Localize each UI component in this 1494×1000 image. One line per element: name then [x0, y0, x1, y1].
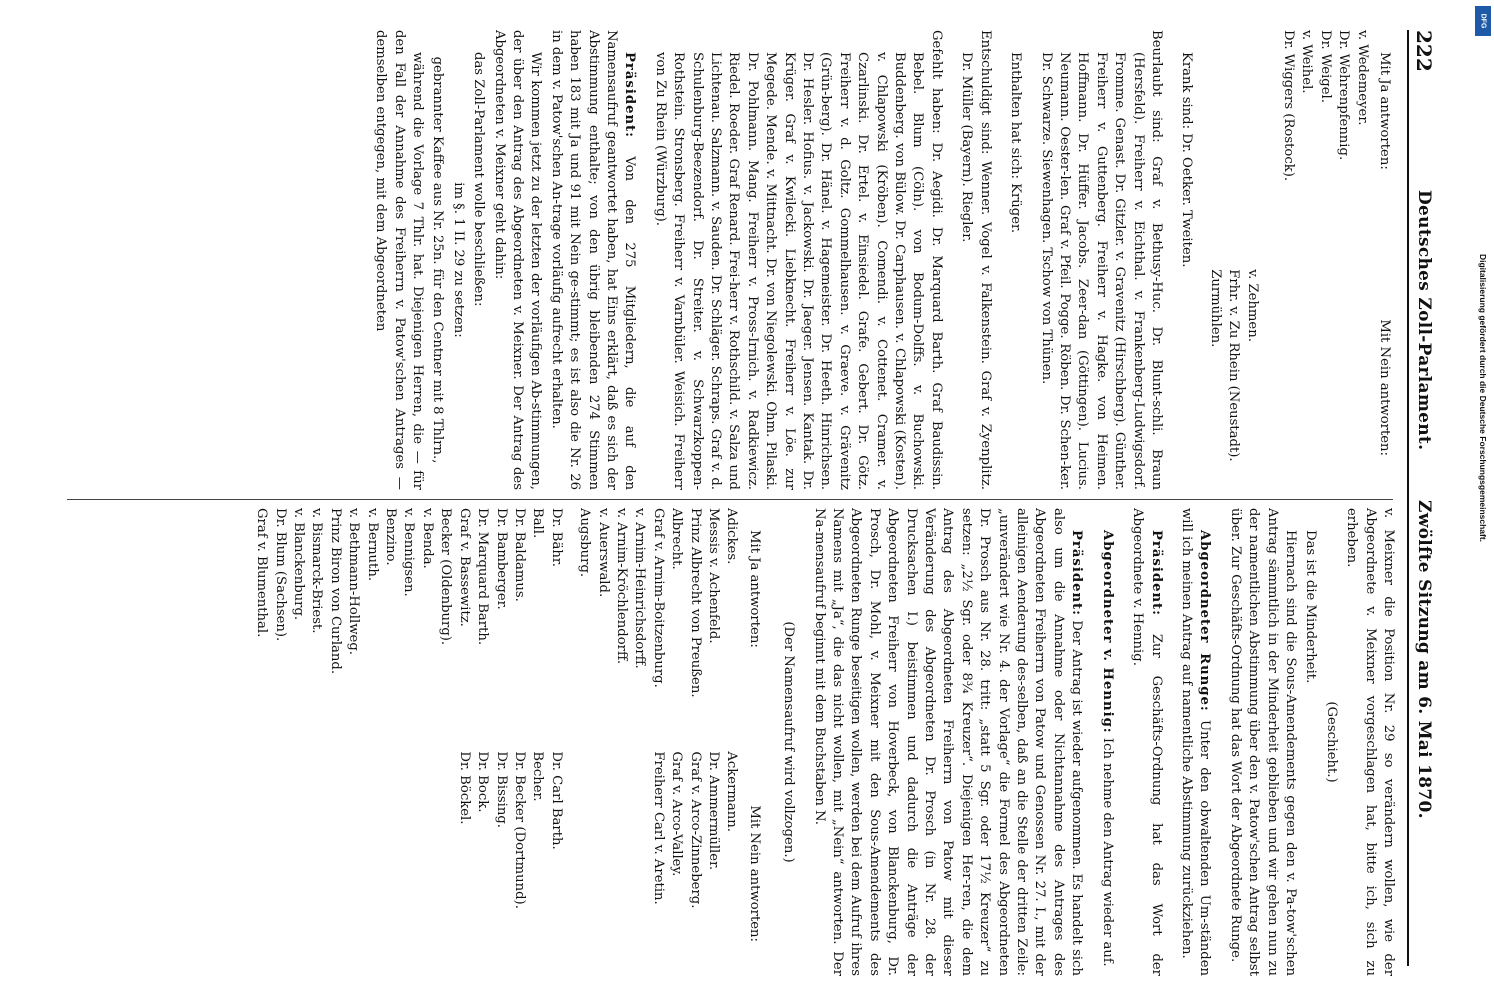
ja-heading: Mit Ja antworten: — [746, 530, 762, 648]
session-title: Zwölfte Sitzung am 6. Mai 1870. — [1414, 500, 1435, 819]
hennig-paragraph — [1097, 508, 1115, 976]
list-item: v. Blanckenburg. — [291, 508, 307, 621]
list-item: Dr. Becker (Dortmund). — [511, 751, 527, 909]
list-item: Graf v. Arco-Valley. — [669, 751, 685, 877]
nein-heading: Mit Nein antworten: — [1377, 319, 1392, 456]
list-item: Dr. Bähr. — [548, 508, 564, 567]
list-item: v. Wedemeyer. — [1354, 30, 1370, 126]
list-item: Graf v. Blumenthal. — [254, 508, 270, 638]
list-item: Dr. Wiggers (Rostock). — [1280, 30, 1296, 182]
ja-heading: Mit Ja antworten: — [1377, 52, 1392, 170]
list-item: Ball. — [530, 508, 546, 539]
runge-paragraph — [1177, 508, 1214, 976]
ja-list — [1205, 30, 1370, 251]
speech-text: Unter den obwaltenden Um-ständen will ich meinen Antrag auf namentliche Abstimmung zurückziehen. — [1178, 508, 1213, 976]
continue-paragraph: Wir kommen jetzt zu der letzten der vorläufigen Ab-stimmungen, der über den Antrag des Abgeordneten v. Meixner. Der Antrag des Abgeordneten v. Meixner geht dahin: — [491, 30, 544, 490]
list-item: Dr. Bissing. — [493, 751, 509, 828]
entschuldigt-paragraph: Entschuldigt sind: Wenner. Vogel v. Falkenstein. Graf v. Zyenplitz. Dr. Müller (Bayern). Riegler. — [959, 30, 993, 490]
speaker-label: Abgeordneter v. Hennig: — [1099, 530, 1115, 734]
enthalten-line: Enthalten hat sich: Krüger. — [1008, 52, 1024, 234]
list-item: Dr. Baldamus. — [511, 508, 527, 602]
list-item: Zurmühlen. — [1207, 269, 1223, 348]
list-item: Dr. Wehrenpfennig. — [1336, 30, 1352, 161]
list-item: Messis v. Achenfeld. — [706, 508, 721, 644]
list-item: Graf v. Arco-Zinneberg. — [687, 751, 703, 909]
list-item: Dr. Carl Barth. — [548, 751, 564, 850]
speaker-label: Präsident: — [1148, 530, 1164, 617]
list-item: Benzino. — [383, 508, 399, 566]
list-item: v. Bismarck-Briest. — [309, 508, 325, 634]
kaffee-line: gebrannter Kaffee aus Nr. 25n. für den Centner mit 8 Thlrn., — [430, 56, 446, 464]
hiernach-paragraph: Hiernach sind die Sous-Amendements gegen den v. Pa-tow'schen Antrag sämmtlich in der Minderheit geblieben und wir gehen nun zu der namentlichen Abstimmung über den v. Patow'schen Antrag selbst über. Zur Geschäfts-Ordnung hat das Wort der Abgeordnete Runge. — [1227, 508, 1298, 976]
gefehlt-paragraph: Gefehlt haben: Dr. Aegidi. Dr. Marquard Barth. Graf Baudissin. Bebel. Blum (Cöln). von Bodum-Dolffs. v. Buchowski. Buddenberg. von Bülow. Dr. Carphausen. v. Chlapowski (Kosten). v. Chlapowski (Kröben). Comendi. v. Cottenet. Cramer. v. Czarlinski. Dr. Ertel. v. Einsiedel. Grafe. Gebert. Dr. Götz. Freiherr v. d. Goltz. Gommelhausen. v. Graeve. v. Grävenitz (Grün-berg). Dr. Hänel. v. Hagemeister. Dr. Heeth. Hinrichsen. Dr. Hesler. Hofius. v. Jackowski. Dr. Jaeger. Jensen. Kantak. Dr. Krüger. Graf v. Kwilecki. Liebknecht. Freiherr v. Löe. zur Megede. Mende. v. Mittnacht. Dr. von Niegolewski. Ohm. Pilaski. Dr. Pohlmann. Mang. Freiherr v. Pross-Irnich. v. Radkiewicz. Riedel. Roeder. Graf Renard. Frei-herr v. Rothschild. v. Salza und Lichtenau. Salzmann. v. Sauden. Dr. Schläger. Schraps. Graf v. d. Schulenburg-Beezendorf. Dr. Streiter. v. Schwarzkoppen-Rothstein. Stronsberg. Freiherr v. Varnbüler. Weisich. Freiherr von Zu Rhein (Würzburg). — [652, 30, 944, 490]
vote-name-lists — [1205, 30, 1370, 490]
list-item: Augsburg. — [577, 508, 593, 578]
publication-title: Deutsches Zoll-Parlament. — [1414, 190, 1435, 451]
list-item: v. Bernuth. — [364, 508, 380, 582]
geschieht-line: (Geschieht.) — [1323, 701, 1339, 783]
praesident-paragraph — [809, 508, 1085, 976]
dfg-logo: DFG — [1475, 6, 1491, 36]
speech-text: Zur Geschäfts-Ordnung hat das Wort der Abgeordnete v. Hennig. — [1130, 508, 1164, 976]
list-item: Dr. Bock. — [475, 751, 491, 813]
minderheit-line: Das ist die Minderheit. — [1303, 530, 1319, 684]
list-item: Dr. Weigel. — [1317, 30, 1333, 103]
digitization-sidebar — [1472, 0, 1494, 1000]
namensaufruf-line: (Der Namensaufruf wird vollzogen.) — [781, 621, 797, 863]
list-item: Freiherr Carl v. Aretin. — [650, 751, 666, 905]
speech-text: Ich nehme den Antrag wieder auf. — [1099, 737, 1115, 967]
speaker-label: Präsident: — [622, 52, 638, 139]
page-header — [1407, 30, 1455, 966]
speech-text: Der Antrag ist wieder aufgenommen. Es handelt sich also um die Annahme oder Nichtannahme des Antrages des Abgeordneten Freiherrn von Patow und Genossen Nr. 27. I., mit der alleinigen Aenderung des-selben, daß an die Stelle der dritten Zeile: „unverändert wie Nr. 4. der Vorlage“ die Formel des Abgeordneten Dr. Prosch aus Nr. 28. tritt: „statt 5 Sgr. oder 17½ Kreuzer“ zu setzen: „2½ Sgr. oder 8¾ Kreuzer“. Diejenigen Her-ren, die dem Antrag des Abgeordneten Freiherrn von Patow mit dieser Veränderung des Abgeordneten Dr. Prosch (in Nr. 28. der Drucksachen I.) beistimmen und dadurch die Anträge der Abgeordneten Freiherr von Hoverbeck, von Blanckenburg, Dr. Prosch, Dr. Mohl, v. Meixner mit den Sous-Amendements des Abgeordneten Runge beseitigen wollen, werden bei dem Aufruf ihres Namens mit „Ja“, die das nicht wollen, mit „Nein“ antworten. Der Na-mensaufruf beginnt mit dem Buchstaben N. — [811, 508, 1085, 976]
vote-name-lists — [575, 508, 741, 976]
nein-list — [1205, 269, 1370, 490]
list-item: Becker (Oldenburg). — [438, 508, 454, 646]
list-item: Graf v. Arnim-Boitzenburg. — [650, 508, 666, 688]
praesident-paragraph — [546, 30, 638, 490]
list-item: Becher. — [530, 751, 546, 802]
vote-name-lists-b — [252, 508, 565, 976]
vote-headings — [744, 508, 762, 976]
digitization-note: Digitalisierung gefördert durch die Deutsche Forschungsgemeinschaft. — [1478, 253, 1488, 543]
list-item: Graf v. Bassewitz. — [456, 508, 472, 627]
nein-heading: Mit Nein antworten: — [746, 805, 762, 942]
newspaper-page — [37, 0, 1457, 1000]
krank-line: Krank sind: Dr. Oetker. Tweiten. — [1179, 52, 1195, 268]
list-item: v. Zehmen. — [1244, 269, 1260, 342]
list-item: v. Bennigsen. — [401, 508, 417, 597]
list-item: Dr. Bamberger. — [493, 508, 509, 610]
list-item: Prinz Albrecht von Preußen. — [687, 508, 703, 698]
list-item: v. Bethmann-Hollweg. — [346, 508, 362, 655]
text-columns — [47, 30, 1397, 976]
nein-list — [252, 751, 565, 976]
list-item: Dr. Ammermüller. — [706, 751, 721, 871]
speaker-label: Abgeordneter Runge: — [1197, 530, 1213, 712]
beurlaubt-paragraph: Beurlaubt sind: Graf v. Bethusy-Huc. Dr. Blunt-schli. Braun (Hersfeld). Freiherr v. Eichthal. v. Frankenberg-Ludwigsdorf. Fromme. Genast. Dr. Gitzler. v. Gravenitz (Hirschberg). Günther. Freiherr v. Guttenberg. Freiherr v. Hagke. von Heimen. Hoffmann. Dr. Hüffer. Jacobs. Zeer-dan (Göttingen). Lucius. Neumann. Oester-len. Graf v. Pfeil. Pogge. Röben. Dr. Schen-ker. Dr. Schwarze. Siewenhagen. Tschow von Thünen. — [1038, 30, 1164, 490]
ja-list — [252, 508, 565, 733]
list-item: Prinz Biron von Curland. — [327, 508, 343, 675]
list-item: Adickes. — [724, 508, 740, 565]
list-item: Dr. Blum (Sachsen). — [272, 508, 288, 642]
list-item: Dr. Marquard Barth. — [475, 508, 491, 646]
list-item: Dr. Böckel. — [456, 751, 472, 825]
left-column — [47, 30, 1397, 490]
vote-headings — [1375, 30, 1393, 490]
paragraph-line: im §. 1 II. 29 zu setzen: — [450, 182, 466, 338]
column-divider — [67, 499, 1393, 500]
nein-list — [575, 751, 741, 976]
closing-paragraph: während die Vorlage 7 Thlr. hat. Diejenigen Herren, die — für den Fall der Annahme des Freiherrn v. Patow'schen Antrages — demselben entgegen, mit dem Abgeordneten — [373, 30, 425, 490]
speaker-label: Präsident: — [1069, 530, 1085, 617]
list-item: v. Benda. — [419, 508, 435, 569]
page-number: 222 — [1412, 30, 1437, 72]
speech-text: Von den 275 Mitgliedern, die auf den Namensaufruf geantwortet haben, hat Eins erklärt, daß es sich der Abstimmung enthalte; von den übrig bleibenden 274 Stimmen haben 183 mit Ja und 91 mit Nein ge-stimmt; es ist also die Nr. 26 in dem v. Patow'schen An-trage vorläufig aufrecht erhalten. — [548, 30, 638, 490]
list-item: v. Arnim-Heinrichsdorff. — [632, 508, 648, 669]
list-item: Frhr. v. Zu Rhein (Neustadt). — [1226, 269, 1242, 462]
ja-list — [575, 508, 741, 733]
list-item: v. Weihel. — [1299, 30, 1315, 94]
list-item: Albrecht. — [669, 508, 685, 570]
list-item: v. Arnim-Kröchlendorff. — [613, 508, 629, 665]
praesident-paragraph — [1128, 508, 1165, 976]
zoll-line: das Zoll-Parlament wolle beschließen: — [471, 52, 487, 307]
opening-paragraph: v. Meixner die Position Nr. 29 so verändern wollen, wie der Abgeordnete v. Meixner vorgeschlagen hat, bitte ich, sich zu erheben. — [1344, 508, 1396, 976]
list-item: Ackermann. — [724, 751, 740, 832]
list-item: v. Auerswald. — [595, 508, 611, 598]
right-column — [47, 508, 1397, 976]
